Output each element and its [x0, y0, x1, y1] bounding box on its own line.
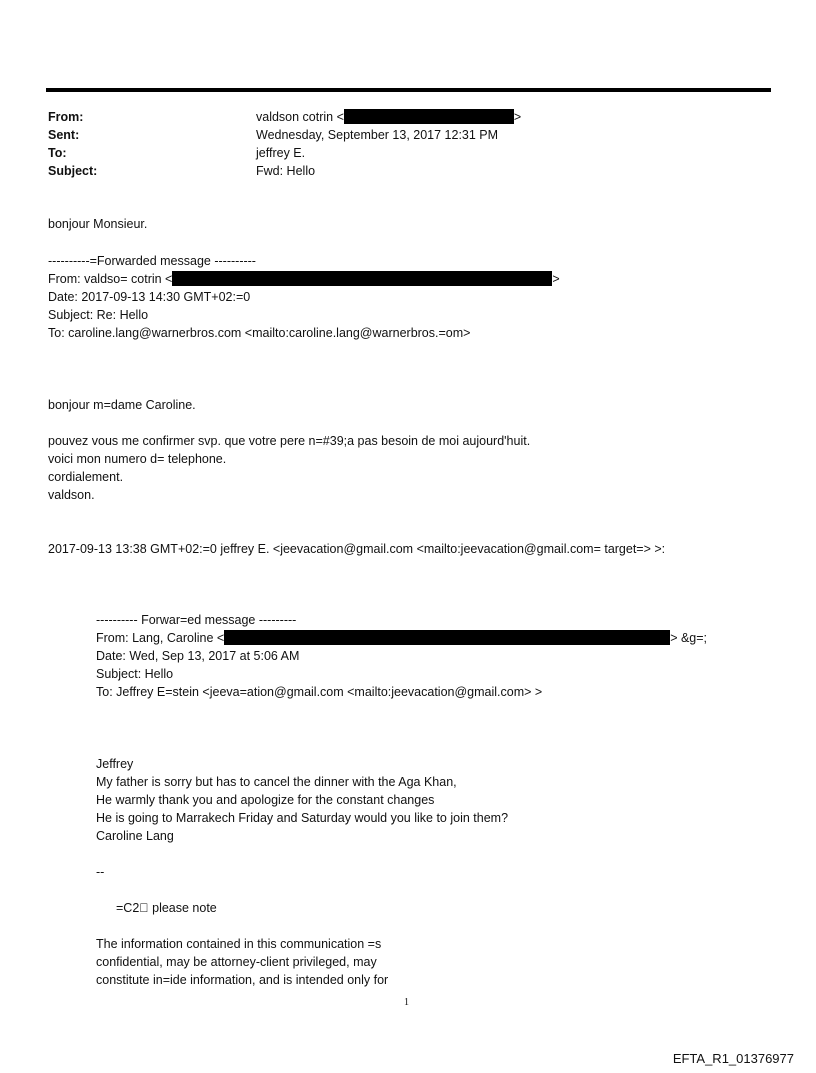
disclaimer-line-2: confidential, may be attorney-client privileged, may: [96, 955, 377, 969]
subject-row: [48, 162, 748, 180]
from-label: From:: [48, 110, 84, 124]
message-line-3: He warmly thank you and apologize for the constant changes: [96, 793, 435, 807]
bates-number: EFTA_R1_01376977: [672, 1051, 794, 1066]
reply-line-1: pouvez vous me confirmer svp. que votre pere n=#39;a pas besoin de moi aujourd'huit.: [48, 434, 531, 448]
to-row: [48, 144, 748, 162]
fwd1-from: [48, 270, 560, 288]
fwd1-subject: Subject: Re: Hello: [48, 308, 149, 322]
sent-value: Wednesday, September 13, 2017 12:31 PM: [256, 128, 499, 142]
sent-row: [48, 126, 748, 144]
from-row: [48, 108, 748, 126]
fwd1-from-prefix: From: valdso= cotrin <: [48, 272, 173, 286]
sent-label: Sent:: [48, 128, 80, 142]
subject-value: Fwd: Hello: [256, 164, 316, 178]
message-line-4: He is going to Marrakech Friday and Saturday would you like to join them?: [96, 811, 509, 825]
fwd2-from: [96, 629, 707, 647]
from-bracket: >: [513, 110, 522, 124]
disclaimer-line-3: constitute in=ide information, and is intended only for: [96, 973, 389, 987]
fwd2-date: Date: Wed, Sep 13, 2017 at 5:06 AM: [96, 649, 300, 663]
reply-line-3: cordialement.: [48, 470, 124, 484]
fwd1-separator: ----------=Forwarded message ----------: [48, 254, 256, 268]
fwd1-from-suffix: >: [552, 272, 560, 286]
fwd2-subject: Subject: Hello: [96, 667, 174, 681]
reply-line-2: voici mon numero d= telephone.: [48, 452, 227, 466]
from-name: valdson cotrin <: [256, 110, 344, 124]
subject-label: Subject:: [48, 164, 98, 178]
quote-intro: 2017-09-13 13:38 GMT+02:=0 jeffrey E. <jeevacation@gmail.com <mailto:jeevacation@gmail.com= target=> >:: [48, 542, 666, 556]
reply-line-4: valdson.: [48, 488, 95, 502]
message-line-5: Caroline Lang: [96, 829, 174, 843]
redaction-box: [344, 109, 514, 124]
fwd2-to: To: Jeffrey E=stein <jeeva=ation@gmail.com <mailto:jeevacation@gmail.com> >: [96, 685, 543, 699]
note-line: =C2  please note: [116, 901, 217, 915]
from-value: [256, 108, 521, 126]
redaction-box: [224, 630, 670, 645]
reply-greeting: bonjour m=dame Caroline.: [48, 398, 196, 412]
disclaimer-line-1: The information contained in this communication =s: [96, 937, 382, 951]
header-rule: [46, 88, 771, 92]
greeting: bonjour Monsieur.: [48, 217, 148, 231]
fwd2-from-suffix: > &g=;: [670, 631, 708, 645]
fwd2-from-prefix: From: Lang, Caroline <: [96, 631, 225, 645]
to-value: jeffrey E.: [256, 146, 306, 160]
page-number: 1: [404, 997, 409, 1008]
email-header: [48, 108, 748, 180]
fwd1-to: To: caroline.lang@warnerbros.com <mailto:caroline.lang@warnerbros.=om>: [48, 326, 471, 340]
fwd2-separator: ---------- Forwar=ed message ---------: [96, 613, 297, 627]
signature-separator: --: [96, 865, 105, 879]
redaction-box: [172, 271, 552, 286]
to-label: To:: [48, 146, 67, 160]
message-line-2: My father is sorry but has to cancel the dinner with the Aga Khan,: [96, 775, 457, 789]
fwd1-date: Date: 2017-09-13 14:30 GMT+02:=0: [48, 290, 251, 304]
message-line-1: Jeffrey: [96, 757, 134, 771]
